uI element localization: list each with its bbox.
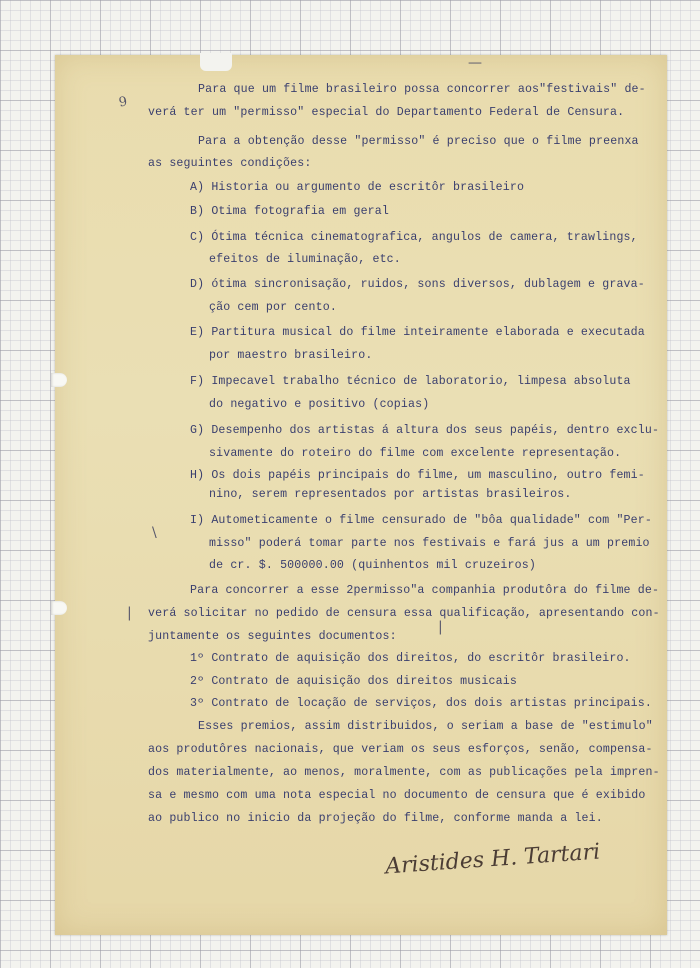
text-line: Para a obtenção desse "permisso" é preciso que o filme preenxa [198,135,639,148]
text-line: 2º Contrato de aquisição dos direitos musicais [190,675,517,688]
text-line: por maestro brasileiro. [209,349,373,362]
text-line: misso" poderá tomar parte nos festivais e fará jus a um premio [209,537,650,550]
text-line: as seguintes condições: [148,157,312,170]
text-line: B) Otima fotografia em geral [190,205,390,218]
typed-letter-page [55,55,667,935]
text-line: efeitos de iluminação, etc. [209,253,401,266]
margin-mark: | [438,619,443,635]
paper-notch [200,53,232,71]
text-line: 1º Contrato de aquisição dos direitos, do escritôr brasileiro. [190,652,631,665]
text-line: H) Os dois papéis principais do filme, um masculino, outro femi- [190,469,645,482]
text-line: Para que um filme brasileiro possa concorrer aos"festivais" de- [198,83,646,96]
header-dash-mark: — [468,55,482,71]
margin-mark: | [127,605,132,621]
text-line: juntamente os seguintes documentos: [148,630,397,643]
text-line: ao publico no inicio da projeção do filme, conforme manda a lei. [148,812,603,825]
text-line: C) Ótima técnica cinematografica, angulos de camera, trawlings, [190,231,638,244]
text-line: dos materialmente, ao menos, moralmente, com as publicações pela impren- [148,766,660,779]
text-line: nino, serem representados por artistas brasileiros. [209,488,572,501]
text-line: A) Historia ou argumento de escritôr brasileiro [190,181,525,194]
text-line: Para concorrer a esse 2permisso"a companhia produtôra do filme de- [190,584,660,597]
margin-mark: \ [152,525,157,541]
punch-hole [51,601,67,615]
page-number-mark: 9 [117,94,129,111]
text-line: ção cem por cento. [209,301,337,314]
text-line: G) Desempenho dos artistas á altura dos seus papéis, dentro exclu- [190,424,660,437]
text-line: do negativo e positivo (copias) [209,398,430,411]
text-line: verá solicitar no pedido de censura essa qualificação, apresentando con- [148,607,660,620]
text-line: 3º Contrato de locação de serviços, dos dois artistas principais. [190,697,652,710]
text-line: E) Partitura musical do filme inteiramente elaborada e executada [190,326,645,339]
text-line: verá ter um "permisso" especial do Departamento Federal de Censura. [148,106,625,119]
text-line: D) ótima sincronisação, ruidos, sons diversos, dublagem e grava- [190,278,645,291]
text-line: Esses premios, assim distribuidos, o seriam a base de "estimulo" [198,720,653,733]
text-line: I) Autometicamente o filme censurado de "bôa qualidade" com "Per- [190,514,652,527]
handwritten-signature: Aristides H. Tartari [384,839,601,880]
text-line: aos produtôres nacionais, que veriam os seus esforços, senão, compensa- [148,743,653,756]
text-line: sivamente do roteiro do filme com excelente representação. [209,447,622,460]
text-line: de cr. $. 500000.00 (quinhentos mil cruzeiros) [209,559,536,572]
text-line: sa e mesmo com uma nota especial no documento de censura que é exibido [148,789,646,802]
text-line: F) Impecavel trabalho técnico de laboratorio, limpesa absoluta [190,375,631,388]
punch-hole [51,373,67,387]
